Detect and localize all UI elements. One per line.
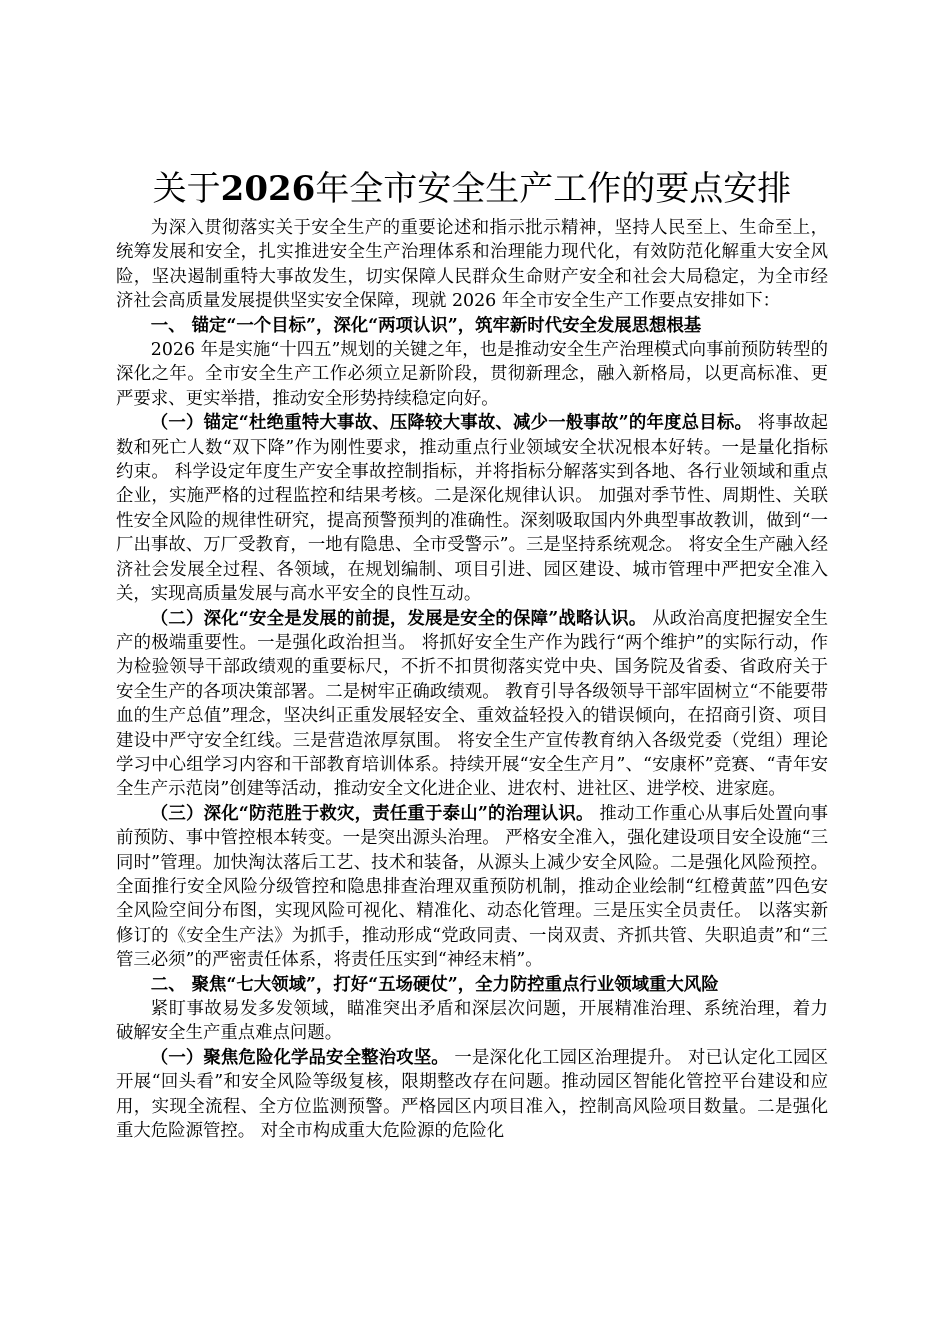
section-2-heading: 二、 聚焦“七大领域”，打好“五场硬仗”，全力防控重点行业领域重大风险 <box>150 974 719 995</box>
item-heading: （三）深化“防范胜于救灾，责任重于泰山”的治理认识。 <box>150 803 594 824</box>
item-text: 将事故起数和死亡人数“双下降”作为刚性要求，推动重点行业领域安全状况根本好转。一是量化指标约束。 科学设定年度生产安全事故控制指标，并将指标分解落实到各地、各行业领域和重点企业，实施严格的过程监控和结果考核。二是深化规律认识。 加强对季节性、周期性、关联性安全风险的规律性研究，提高预警预判的准确性。深刻吸取国内外典型事故教训，做到“一厂出事故、万厂受教育，一地有隐患、全市受警示”。三是坚持系统观念。 将安全生产融入经济社会发展全过程、各领域，在规划编制、项目引进、园区建设、城市管理中严把安全准入关，实现高质量发展与高水平安全的良性互动。 <box>116 413 828 605</box>
item-text: 推动工作重心从事后处置向事前预防、事中管控根本转变。一是突出源头治理。 严格安全准入，强化建设项目安全设施“三同时”管理。加快淘汰落后工艺、技术和装备，从源头上减少安全风险。二是强化风险预控。 全面推行安全风险分级管控和隐患排查治理双重预防机制，推动企业绘制“红橙黄蓝”四色安全风险空间分布图，实现风险可视化、精准化、动态化管理。三是压实全员责任。 以落实新修订的《安全生产法》为抓手，推动形成“党政同责、一岗双责、齐抓共管、失职追责”和“三管三必须”的严密责任体系，将责任压实到“神经末梢”。 <box>116 803 828 971</box>
section-1-heading: 一、 锚定“一个目标”，深化“两项认识”，筑牢新时代安全发展思想根基 <box>150 315 702 336</box>
title-year: 2026 <box>220 169 316 209</box>
item-heading: （一）锚定“杜绝重特大事故、压降较大事故、减少一般事故”的年度总目标。 <box>150 413 753 434</box>
item-heading: （二）深化“安全是发展的前提，发展是安全的保障”战略认识。 <box>150 608 647 629</box>
intro-paragraph: 为深入贯彻落实关于安全生产的重要论述和指示批示精神，坚持人民至上、生命至上，统筹发展和安全，扎实推进安全生产治理体系和治理能力现代化，有效防范化解重大安全风险，坚决遏制重特大事故发生，切实保障人民群众生命财产安全和社会大局稳定，为全市经济社会高质量发展提供坚实安全保障，现就 2026 年全市安全生产工作要点安排如下： <box>116 218 828 312</box>
document-page <box>116 168 828 1143</box>
section-2-body: 紧盯事故易发多发领域，瞄准突出矛盾和深层次问题，开展精准治理、系统治理，着力破解安全生产重点难点问题。 <box>116 999 828 1044</box>
section-1-body: 2026 年是实施“十四五”规划的关键之年，也是推动安全生产治理模式向事前预防转型的深化之年。全市安全生产工作必须立足新阶段，贯彻新理念，融入新格局，以更高标准、更严要求、更实举措，推动安全形势持续稳定向好。 <box>116 340 828 409</box>
item-text: 从政治高度把握安全生产的极端重要性。一是强化政治担当。 将抓好安全生产作为践行“两个维护”的实际行动，作为检验领导干部政绩观的重要标尺，不折不扣贯彻落实党中央、国务院及省委、省政府关于安全生产的各项决策部署。二是树牢正确政绩观。 教育引导各级领导干部牢固树立“不能要带血的生产总值”理念，坚决纠正重发展轻安全、重效益轻投入的错误倾向，在招商引资、项目建设中严守安全红线。三是营造浓厚氛围。 将安全生产宣传教育纳入各级党委（党组）理论学习中心组学习内容和干部教育培训体系。持续开展“安全生产月”、“安康杯”竞赛、“青年安全生产示范岗”创建等活动，推动安全文化进企业、进农村、进社区、进学校、进家庭。 <box>116 608 829 800</box>
section-1-item-1 <box>116 411 828 606</box>
document-title <box>116 168 828 210</box>
section-2-item-1 <box>116 1046 828 1144</box>
section-1-item-2 <box>116 607 828 802</box>
item-text: 一是深化化工园区治理提升。 对已认定化工园区开展“回头看”和安全风险等级复核，限期整改存在问题。推动园区智能化管控平台建设和应用，实现全流程、全方位监测预警。严格园区内项目准入，控制高风险项目数量。二是强化重大危险源管控。 对全市构成重大危险源的危险化 <box>116 1047 828 1142</box>
item-heading: （一）聚焦危险化学品安全整治攻坚。 <box>150 1047 449 1068</box>
title-suffix: 年全市安全生产工作的要点安排 <box>315 169 792 209</box>
section-1-item-3 <box>116 802 828 973</box>
title-prefix: 关于 <box>152 169 221 209</box>
